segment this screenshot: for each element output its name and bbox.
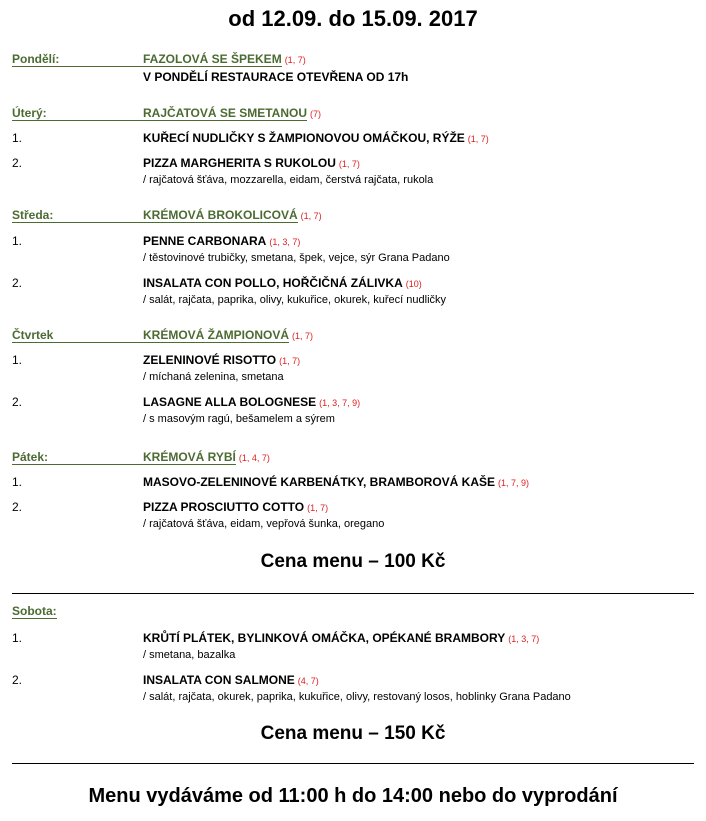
soup-name: KRÉMOVÁ RYBÍ <box>143 450 236 464</box>
dish-title: INSALATA CON POLLO, HOŘČIČNÁ ZÁLIVKA <box>143 276 403 290</box>
dish-description: / smetana, bazalka <box>143 649 236 661</box>
item-number: 1. <box>12 234 23 248</box>
allergens: (1, 7) <box>279 356 301 366</box>
dish-title: INSALATA CON SALMONE <box>143 673 295 687</box>
allergens: (1, 3, 7, 9) <box>319 398 361 408</box>
price-weekday: Cena menu – 100 Kč <box>260 551 446 572</box>
soup-name: KRÉMOVÁ BROKOLICOVÁ <box>143 208 298 222</box>
dish-title: PENNE CARBONARA <box>143 234 267 248</box>
dish-name <box>143 353 300 368</box>
item-number: 2. <box>12 673 23 687</box>
day-header-wednesday <box>12 208 622 224</box>
item-number: 2. <box>12 500 23 514</box>
menu-title: od 12.09. do 15.09. 2017 <box>228 6 478 31</box>
item-number: 2. <box>12 395 23 409</box>
item-number: 2. <box>12 276 23 290</box>
dish-name <box>143 500 328 515</box>
allergens: (1, 7) <box>467 134 489 144</box>
soup-name: KRÉMOVÁ ŽAMPIONOVÁ <box>143 328 290 342</box>
dish-title: MASOVO-ZELENINOVÉ KARBENÁTKY, BRAMBOROVÁ KAŠE <box>143 475 496 489</box>
dish-title: ZELENINOVÉ RISOTTO <box>143 353 277 367</box>
dish-description: / s masovým ragú, bešamelem a sýrem <box>143 413 335 425</box>
item-number: 1. <box>12 631 23 645</box>
day-header-friday <box>12 450 622 466</box>
soup-name: RAJČATOVÁ SE SMETANOU <box>143 106 308 120</box>
allergens: (1, 7) <box>284 55 306 65</box>
day-name: Sobota: <box>12 604 57 618</box>
day-name: Úterý: <box>12 106 142 121</box>
dish-name <box>143 276 422 291</box>
dish-description: / míchaná zelenina, smetana <box>143 371 284 383</box>
dish-name <box>143 395 360 410</box>
dish-title: KRŮTÍ PLÁTEK, BYLINKOVÁ OMÁČKA, OPÉKANÉ BRAMBORY <box>143 631 506 645</box>
dish-name <box>143 131 489 146</box>
serving-hours: Menu vydáváme od 11:00 h do 14:00 nebo do vyprodání <box>88 785 618 807</box>
allergens: (1, 3, 7) <box>269 237 301 247</box>
soup <box>142 52 306 67</box>
day-header-thursday <box>12 328 622 344</box>
allergens: (4, 7) <box>297 676 319 686</box>
allergens: (1, 7) <box>307 503 329 513</box>
day-name: Pondělí: <box>12 52 142 67</box>
allergens: (10) <box>405 279 422 289</box>
dish-title: KUŘECÍ NUDLIČKY S ŽAMPIONOVOU OMÁČKOU, RÝŽE <box>143 131 465 145</box>
dish-title: PIZZA PROSCIUTTO COTTO <box>143 500 305 514</box>
dish-description: / salát, rajčata, okurek, paprika, kukuřice, olivy, restovaný losos, hoblinky Grana Padano <box>143 691 571 703</box>
day-header-monday <box>12 52 622 68</box>
soup <box>142 450 270 465</box>
allergens: (1, 7) <box>300 211 322 221</box>
day-header-saturday <box>12 604 622 620</box>
item-number: 2. <box>12 156 23 170</box>
soup <box>142 328 313 343</box>
dish-description: / těstovinové trubičky, smetana, špek, vejce, sýr Grana Padano <box>143 252 450 264</box>
dish-name <box>143 234 300 249</box>
dish-name <box>143 475 529 490</box>
dish-description: / rajčatová šťáva, eidam, vepřová šunka, oregano <box>143 518 385 530</box>
price-saturday: Cena menu – 150 Kč <box>260 723 446 744</box>
dish-name <box>143 156 360 171</box>
dish-title: LASAGNE ALLA BOLOGNESE <box>143 395 317 409</box>
day-name: Pátek: <box>12 450 142 465</box>
day-name: Čtvrtek <box>12 328 142 343</box>
allergens: (1, 4, 7) <box>238 453 270 463</box>
allergens: (1, 7, 9) <box>498 478 530 488</box>
divider <box>12 593 694 594</box>
day-name: Středa: <box>12 208 142 223</box>
monday-note: V PONDĚLÍ RESTAURACE OTEVŘENA OD 17h <box>143 70 409 84</box>
soup <box>142 208 322 223</box>
item-number: 1. <box>12 475 23 489</box>
dish-name <box>143 631 539 646</box>
allergens: (1, 3, 7) <box>508 634 540 644</box>
soup <box>142 106 321 121</box>
divider <box>12 763 694 764</box>
dish-description: / rajčatová šťáva, mozzarella, eidam, čerstvá rajčata, rukola <box>143 174 434 186</box>
dish-name <box>143 673 319 688</box>
allergens: (1, 7) <box>292 331 314 341</box>
dish-title: PIZZA MARGHERITA S RUKOLOU <box>143 156 336 170</box>
soup-name: FAZOLOVÁ SE ŠPEKEM <box>143 52 282 66</box>
day-header-tuesday <box>12 106 622 122</box>
allergens: (7) <box>310 109 322 119</box>
dish-description: / salát, rajčata, paprika, olivy, kukuřice, okurek, kuřecí nudličky <box>143 294 447 306</box>
item-number: 1. <box>12 353 23 367</box>
allergens: (1, 7) <box>338 159 360 169</box>
item-number: 1. <box>12 131 23 145</box>
